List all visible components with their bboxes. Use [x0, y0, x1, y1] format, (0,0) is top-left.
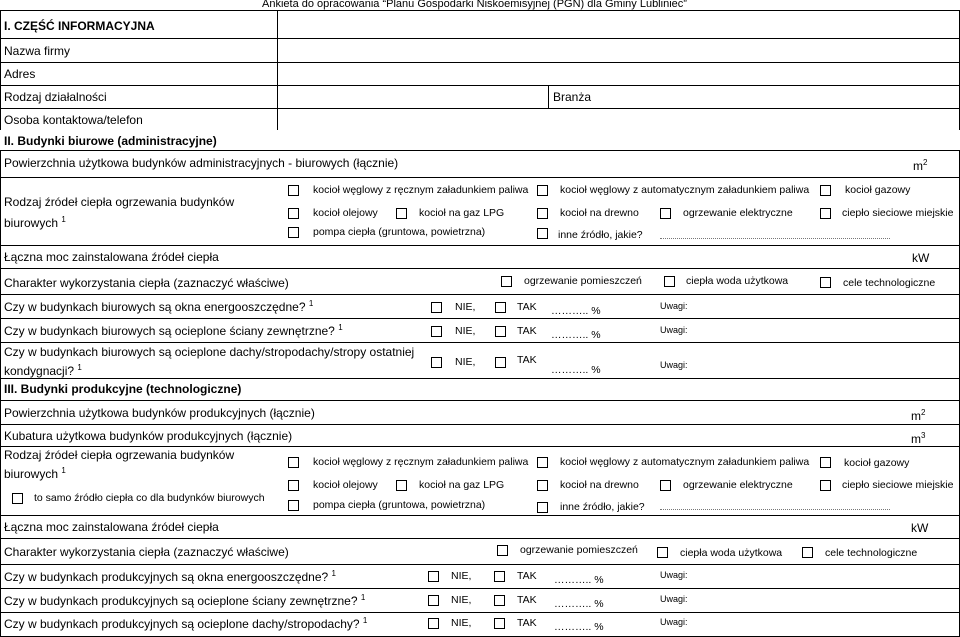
production-power-label: Łączna moc zainstalowana źródeł ciepła: [4, 520, 219, 534]
production-roof-question: Czy w budynkach produkcyjnych są ocieplone dachy/stropodachy? $^1$: [4, 616, 368, 631]
production-usage-label: Charakter wykorzystania ciepła (zaznaczyć właściwe): [4, 545, 289, 559]
production-roof-percent[interactable]: ……….. %: [554, 621, 604, 633]
office-windows-no-checkbox[interactable]: [431, 302, 442, 313]
production-wood-label: kocioł na drewno: [560, 479, 639, 491]
production-roof-no-label: NIE,: [451, 617, 472, 629]
office-hot-water-checkbox[interactable]: [664, 276, 675, 287]
office-walls-question: Czy w budynkach biurowych są ocieplone ściany zewnętrzne? $^1$: [4, 323, 343, 338]
office-coal-auto-checkbox[interactable]: [537, 185, 548, 196]
production-electric-label: ogrzewanie elektryczne: [683, 479, 793, 491]
office-heat-source-label: Rodzaj źródeł ciepła ogrzewania budynków biurowych $^1$: [4, 195, 235, 230]
production-lpg-checkbox[interactable]: [396, 480, 407, 491]
production-windows-no-checkbox[interactable]: [428, 571, 439, 582]
office-windows-remarks: Uwagi:: [660, 301, 688, 311]
production-gas-label: kocioł gazowy: [844, 457, 910, 469]
production-roof-yes-checkbox[interactable]: [494, 618, 505, 629]
office-walls-no-checkbox[interactable]: [431, 326, 442, 337]
production-heat-pump-checkbox[interactable]: [288, 500, 299, 511]
office-tech-checkbox[interactable]: [820, 277, 831, 288]
office-electric-label: ogrzewanie elektryczne: [683, 207, 793, 219]
office-roof-yes-checkbox[interactable]: [495, 357, 506, 368]
production-walls-percent[interactable]: ……….. %: [554, 598, 604, 610]
section-3-title: III. Budynki produkcyjne (technologiczne): [4, 382, 242, 396]
production-area-label: Powierzchnia użytkowa budynków produkcyjnych (łącznie): [4, 406, 315, 420]
office-roof-question: Czy w budynkach biurowych są ocieplone dachy/stropodachy/stropy ostatniej kondygnacji? $^1$: [4, 345, 415, 378]
section-2-title: II. Budynki biurowe (administracyjne): [4, 134, 217, 148]
office-district-checkbox[interactable]: [820, 208, 831, 219]
office-other-field[interactable]: [660, 238, 890, 239]
production-hot-water-checkbox[interactable]: [657, 547, 668, 558]
production-tech-checkbox[interactable]: [802, 547, 813, 558]
office-heat-pump-checkbox[interactable]: [288, 227, 299, 238]
office-walls-no-label: NIE,: [455, 325, 476, 337]
office-roof-yes-label: TAK: [517, 354, 537, 366]
contact-field[interactable]: [277, 108, 960, 130]
office-heat-pump-label: pompa ciepła (gruntowa, powietrzna): [313, 226, 486, 238]
office-other-checkbox[interactable]: [537, 228, 548, 239]
contact-label: Osoba kontaktowa/telefon: [4, 113, 143, 127]
production-windows-yes-checkbox[interactable]: [494, 571, 505, 582]
production-space-heating-label: ogrzewanie pomieszczeń: [520, 544, 638, 556]
office-power-unit: kW: [912, 251, 930, 265]
office-usage-label: Charakter wykorzystania ciepła (zaznaczyć właściwe): [4, 276, 289, 290]
survey-title: Ankieta do opracowania “Planu Gospodarki Niskoemisyjnej (PGN) dla Gminy Lubliniec”: [262, 0, 687, 10]
production-roof-no-checkbox[interactable]: [428, 618, 439, 629]
office-windows-yes-checkbox[interactable]: [495, 302, 506, 313]
production-heat-pump-label: pompa ciepła (gruntowa, powietrzna): [313, 499, 486, 511]
production-volume-unit: $m^3$: [911, 431, 926, 446]
office-tech-label: cele technologiczne: [843, 277, 936, 289]
production-wood-checkbox[interactable]: [537, 480, 548, 491]
production-coal-auto-label: kocioł węglowy z automatycznym załadunkiem paliwa: [560, 456, 810, 468]
office-lpg-checkbox[interactable]: [396, 208, 407, 219]
production-coal-auto-checkbox[interactable]: [537, 457, 548, 468]
office-windows-question: Czy w budynkach biurowych są okna energooszczędne? $^1$: [4, 299, 314, 314]
production-other-label: inne źródło, jakie?: [560, 501, 645, 513]
office-electric-checkbox[interactable]: [660, 208, 671, 219]
office-area-label: Powierzchnia użytkowa budynków administracyjnych - biurowych (łącznie): [4, 156, 399, 170]
production-windows-percent[interactable]: ……….. %: [554, 574, 604, 586]
production-windows-question: Czy w budynkach produkcyjnych są okna energooszczędne? $^1$: [4, 569, 336, 584]
office-oil-checkbox[interactable]: [288, 208, 299, 219]
production-tech-label: cele technologiczne: [825, 547, 918, 559]
address-field[interactable]: [277, 62, 960, 85]
office-walls-yes-label: TAK: [517, 325, 537, 337]
section-1-title: I. CZĘŚĆ INFORMACYJNA: [4, 19, 155, 33]
activity-field[interactable]: [277, 85, 547, 108]
production-walls-remarks: Uwagi:: [660, 594, 688, 604]
office-roof-percent[interactable]: ……….. %: [551, 364, 601, 376]
production-lpg-label: kocioł na gaz LPG: [419, 479, 505, 491]
production-coal-manual-checkbox[interactable]: [288, 457, 299, 468]
production-oil-checkbox[interactable]: [288, 480, 299, 491]
production-roof-remarks: Uwagi:: [660, 617, 688, 627]
company-name-field[interactable]: [277, 38, 960, 62]
production-walls-yes-label: TAK: [517, 594, 537, 606]
office-windows-yes-label: TAK: [517, 301, 537, 313]
office-walls-remarks: Uwagi:: [660, 325, 688, 335]
production-other-checkbox[interactable]: [537, 502, 548, 513]
office-gas-label: kocioł gazowy: [845, 184, 911, 196]
office-wood-checkbox[interactable]: [537, 208, 548, 219]
office-space-heating-checkbox[interactable]: [501, 276, 512, 287]
office-windows-no-label: NIE,: [455, 301, 476, 313]
office-district-label: ciepło sieciowe miejskie: [842, 207, 954, 219]
branch-field[interactable]: [597, 85, 960, 108]
office-coal-manual-label: kocioł węglowy z ręcznym załadunkiem paliwa: [313, 184, 529, 196]
office-power-label: Łączna moc zainstalowana źródeł ciepła: [4, 250, 219, 264]
office-wood-label: kocioł na drewno: [560, 207, 639, 219]
production-gas-checkbox[interactable]: [820, 457, 831, 468]
production-oil-label: kocioł olejowy: [313, 479, 378, 491]
production-coal-manual-label: kocioł węglowy z ręcznym załadunkiem paliwa: [313, 456, 529, 468]
production-district-checkbox[interactable]: [820, 480, 831, 491]
office-coal-auto-label: kocioł węglowy z automatycznym załadunkiem paliwa: [560, 184, 810, 196]
office-roof-remarks: Uwagi:: [660, 360, 688, 370]
office-space-heating-label: ogrzewanie pomieszczeń: [524, 275, 642, 287]
office-other-label: inne źródło, jakie?: [558, 229, 643, 241]
production-heat-source-label: Rodzaj źródeł ciepła ogrzewania budynków biurowych $^1$: [4, 448, 235, 481]
branch-label: Branża: [553, 90, 592, 104]
address-label: Adres: [4, 67, 36, 81]
same-source-checkbox[interactable]: [12, 493, 23, 504]
office-walls-percent[interactable]: ……….. %: [551, 329, 601, 341]
production-district-label: ciepło sieciowe miejskie: [842, 479, 954, 491]
production-volume-label: Kubatura użytkowa budynków produkcyjnych (łącznie): [4, 429, 293, 443]
production-walls-yes-checkbox[interactable]: [494, 595, 505, 606]
production-windows-no-label: NIE,: [451, 570, 472, 582]
office-roof-no-checkbox[interactable]: [431, 357, 442, 368]
office-gas-checkbox[interactable]: [820, 185, 831, 196]
production-electric-checkbox[interactable]: [660, 480, 671, 491]
production-windows-yes-label: TAK: [517, 570, 537, 582]
office-oil-label: kocioł olejowy: [313, 207, 378, 219]
company-name-label: Nazwa firmy: [4, 44, 71, 58]
office-coal-manual-checkbox[interactable]: [288, 185, 299, 196]
production-windows-remarks: Uwagi:: [660, 570, 688, 580]
office-windows-percent[interactable]: ……….. %: [551, 305, 601, 317]
production-other-field[interactable]: [660, 509, 890, 510]
office-hot-water-label: ciepła woda użytkowa: [686, 275, 789, 287]
office-walls-yes-checkbox[interactable]: [495, 326, 506, 337]
production-power-unit: kW: [911, 521, 929, 535]
same-source-label: to samo źródło ciepła co dla budynków biurowych: [34, 492, 265, 504]
production-area-unit: $m^2$: [911, 408, 926, 423]
production-walls-no-checkbox[interactable]: [428, 595, 439, 606]
production-walls-no-label: NIE,: [451, 594, 472, 606]
activity-label: Rodzaj działalności: [4, 90, 107, 104]
production-hot-water-label: ciepła woda użytkowa: [680, 547, 783, 559]
office-roof-no-label: NIE,: [455, 356, 476, 368]
office-area-unit: $m^2$: [913, 158, 928, 173]
production-walls-question: Czy w budynkach produkcyjnych są ocieplone ściany zewnętrzne? $^1$: [4, 593, 366, 608]
production-space-heating-checkbox[interactable]: [497, 545, 508, 556]
office-lpg-label: kocioł na gaz LPG: [419, 207, 505, 219]
production-roof-yes-label: TAK: [517, 617, 537, 629]
